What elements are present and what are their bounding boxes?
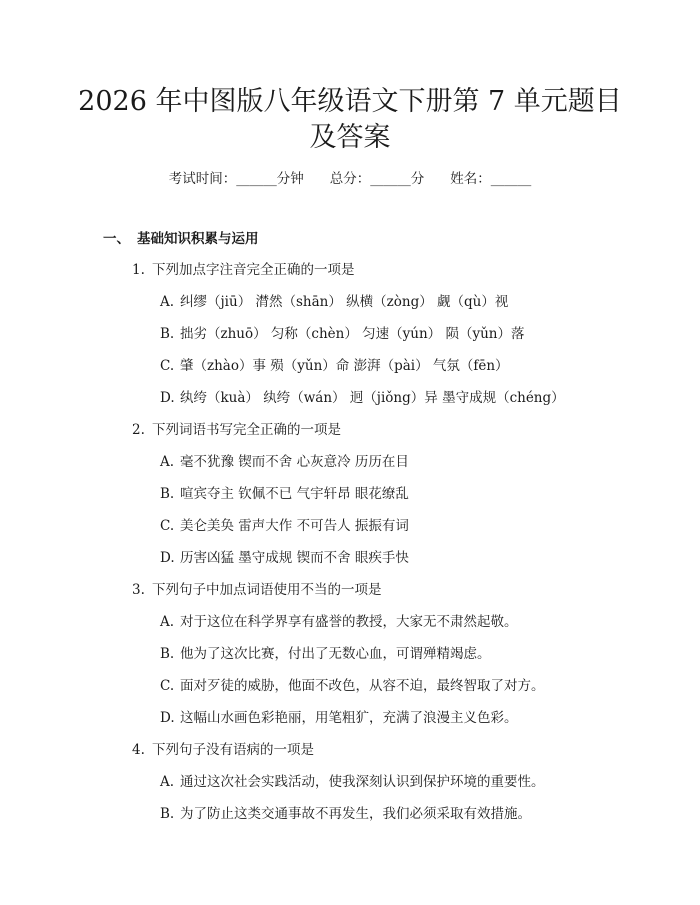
page-title-line1: 2026 年中图版八年级语文下册第 7 单元题目	[78, 86, 622, 117]
option-letter: A.	[160, 774, 175, 790]
section-heading	[103, 229, 259, 249]
option-letter: B.	[160, 646, 175, 662]
question-text: 下列加点字注音完全正确的一项是	[152, 262, 355, 278]
question-text: 下列句子没有语病的一项是	[152, 742, 314, 758]
option-text: 美仑美奂 雷声大作 不可告人 振振有词	[180, 518, 409, 534]
question-1-option-c	[160, 356, 509, 376]
question-text: 下列词语书写完全正确的一项是	[152, 422, 341, 438]
section-number: 一、	[103, 231, 130, 247]
question-3-option-c	[160, 676, 545, 696]
question-text: 下列句子中加点词语使用不当的一项是	[152, 582, 382, 598]
option-text: 纠缪（jiū） 潸然（shān） 纵横（zòng） 觑（qù）视	[180, 294, 509, 310]
question-3-option-a	[160, 612, 518, 632]
page-title-line2: 及答案	[309, 122, 391, 153]
option-text: 为了防止这类交通事故不再发生，我们必须采取有效措施。	[180, 806, 531, 822]
student-name: 姓名：______	[450, 171, 532, 187]
option-letter: B.	[160, 486, 175, 502]
option-letter: D.	[160, 550, 175, 566]
option-letter: A.	[160, 294, 175, 310]
option-text: 他为了这次比赛，付出了无数心血，可谓殚精竭虑。	[180, 646, 491, 662]
question-4-option-a	[160, 772, 545, 792]
option-letter: A.	[160, 614, 175, 630]
option-letter: B.	[160, 806, 175, 822]
option-text: 通过这次社会实践活动，使我深刻认识到保护环境的重要性。	[180, 774, 545, 790]
question-2-option-d	[160, 548, 409, 568]
question-2	[132, 420, 341, 440]
question-2-option-b	[160, 484, 409, 504]
question-4	[132, 740, 314, 760]
option-letter: D.	[160, 710, 175, 726]
option-text: 纨绔（kuà） 纨绔（wán） 迥（jiǒng）异 墨守成规（chéng）	[180, 390, 565, 406]
question-4-option-b	[160, 804, 531, 824]
option-text: 对于这位在科学界享有盛誉的教授，大家无不肃然起敬。	[180, 614, 518, 630]
option-text: 喧宾夺主 钦佩不已 气宇轩昂 眼花缭乱	[180, 486, 409, 502]
exam-time: 考试时间：______分钟	[168, 171, 304, 187]
option-text: 肇（zhào）事 殒（yǔn）命 澎湃（pài） 气氛（fēn）	[180, 358, 509, 374]
question-1-option-b	[160, 324, 524, 344]
question-number: 3.	[132, 582, 145, 598]
option-letter: A.	[160, 454, 175, 470]
exam-meta	[0, 170, 700, 188]
option-text: 面对歹徒的威胁，他面不改色，从容不迫，最终智取了对方。	[180, 678, 545, 694]
question-2-option-c	[160, 516, 409, 536]
question-number: 4.	[132, 742, 145, 758]
option-text: 毫不犹豫 锲而不舍 心灰意冷 历历在目	[180, 454, 409, 470]
question-3	[132, 580, 382, 600]
option-letter: C.	[160, 518, 175, 534]
question-1-option-a	[160, 292, 508, 312]
option-text: 历害凶猛 墨守成规 锲而不舍 眼疾手快	[180, 550, 409, 566]
option-text: 这幅山水画色彩艳丽，用笔粗犷，充满了浪漫主义色彩。	[180, 710, 518, 726]
option-letter: D.	[160, 390, 175, 406]
question-1	[132, 260, 355, 280]
question-number: 2.	[132, 422, 145, 438]
option-letter: B.	[160, 326, 175, 342]
question-3-option-d	[160, 708, 518, 728]
option-letter: C.	[160, 358, 175, 374]
section-title: 基础知识积累与运用	[137, 231, 259, 247]
question-2-option-a	[160, 452, 409, 472]
question-1-option-d	[160, 388, 565, 408]
question-3-option-b	[160, 644, 491, 664]
exam-score: 总分：______分	[329, 171, 425, 187]
option-text: 拙劣（zhuō） 匀称（chèn） 匀速（yún） 陨（yǔn）落	[180, 326, 525, 342]
option-letter: C.	[160, 678, 175, 694]
question-number: 1.	[132, 262, 145, 278]
